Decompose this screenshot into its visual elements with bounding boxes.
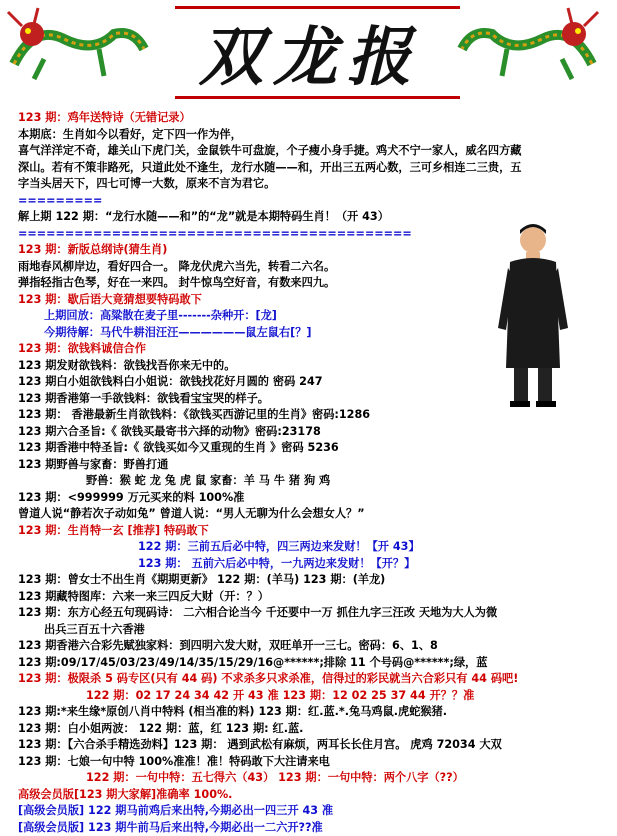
text-line: 123 期香港第一手欲钱料：欲钱看宝宝哭的样子。 [18,391,608,408]
text-line: 123 期：七娘一句中特 100%准准！准！特码敢下大注请来电 [18,754,608,771]
text-line: 123 期：东方心经五句现码诗： 二六相合论当今 千还要中一万 抓住九字三汪改 天地为大人为微 [18,605,608,622]
text-line: 123 期：白小姐两波： 122 期：蓝，红 123 期: 红.蓝. [18,721,608,738]
text-line: 今期待解：马代牛耕泪汪汪——————鼠左鼠右[？] [18,325,608,342]
text-line: 弹指轻指古色琴，好在一来四。 封牛惊鸟空好音，有数来四九。 [18,275,608,292]
text-line: 123 期：【六合杀手精选劲料】123 期： 遇到武松有麻烦，两耳长长住月宫。 虎鸡 72034 大双 [18,737,608,754]
text-line: ========= [18,193,608,210]
text-line: 123 期：曾女士不出生肖《期期更新》 122 期：(羊马) 123 期：(羊龙) [18,572,608,589]
text-line: 123 期六合圣旨:《 欲钱买最寄书六择的动物》密码:23178 [18,424,608,441]
text-line: [高级会员版] 123 期牛前马后来出特,今期必出一二六开??准 [18,820,608,836]
text-line: 曾道人说“静若次子动如兔” 曾道人说：“男人无聊为什么会想女人？” [18,506,608,523]
text-line: 123 期:09/17/45/03/23/49/14/35/15/29/16@******;排除 11 个号码@******;绿，蓝 [18,655,608,672]
text-line: 深山。若有不策非路死，只道此处不逢生，龙行水随——和，开出三五两心数，三可乡相连二三贵，五 [18,160,608,177]
text-line: ========================================== [18,226,608,243]
text-line: 122 期：一句中特：五七得六（43） 123 期：一句中特：两个八字（??） [18,770,608,787]
text-line: [高级会员版] 122 期马前鸡后来出特,今期必出一四三开 43 准 [18,803,608,820]
text-line: 123 期发财欲钱料：欲钱找吾你来无中的。 [18,358,608,375]
dragon-left-icon [4,4,154,90]
text-line: 解上期 122 期：“龙行水随——和”的“龙”就是本期特码生肖！（开 43） [18,209,608,226]
text-line: 123 期：<999999 万元买来的料 100%准 [18,490,608,507]
text-line: 122 期：02 17 24 34 42 开 43 准 123 期：12 02 25 37 44 开？？准 [18,688,608,705]
text-line: 123 期香港中特圣旨:《 欲钱买如今又重现的生肖 》密码 5236 [18,440,608,457]
text-line: 122 期：三前五后必中特，四三两边来发财！【开 43】 [18,539,608,556]
text-line: 123 期白小姐欲钱料白小姐说：欲钱找花好月圆的 密码 247 [18,374,608,391]
text-line: 123 期：生肖特一玄 [推荐] 特码敢下 [18,523,608,540]
dragon-right-icon [452,4,602,90]
header [0,0,617,110]
text-line: 123 期：鸡年送特诗（无错记录） [18,110,608,127]
text-line: 字当头居天下，四七可博一大数，原来不言为君它。 [18,176,608,193]
text-line: 123 期：极限杀 5 码专区(只有 44 码) 不求杀多只求杀准，信得过的彩民就当六合彩只有 44 码吧! [18,671,608,688]
title-stripe-top [175,6,460,9]
text-line: 123 期香港六合彩先赋独家料：到四明六发大财，双旺单开一三七。密码：6、1、8 [18,638,608,655]
text-line: 喜气洋洋定不奇，雄关山下虎门关，金鼠铁牛可盘旋，个子瘦小身手捷。鸡犬不宁一家人，威名四方藏 [18,143,608,160]
text-line: 123 期野兽与家畜：野兽打通 [18,457,608,474]
text-line: 123 期藏特图库：六来一来三四反大财（开：？） [18,589,608,606]
text-line: 高级会员版[123 期大家解]准确率 100%. [18,787,608,804]
text-line: 出兵三百五十六香港 [18,622,608,639]
text-line: 123 期:*来生缘*原创八肖中特料 (相当准的料) 123 期：红.蓝.*.兔马鸡鼠.虎蛇猴猪. [18,704,608,721]
text-line: 123 期：歇后语大竟猜想要特码敢下 [18,292,608,309]
text-line: 雨地春风柳岸边，看好四合一。 降龙伏虎六当先，转看二六名。 [18,259,608,276]
page-title: 双龙报 [165,18,455,98]
text-line: 野兽：猴 蛇 龙 兔 虎 鼠 家畜：羊 马 牛 猪 狗 鸡 [18,473,608,490]
text-line: 123 期：欲钱料诚信合作 [18,341,608,358]
text-line: 上期回放：高粱散在麦子里-------杂种开：[龙] [18,308,608,325]
text-line: 123 期： 五前六后必中特，一九两边来发财！【开？】 [18,556,608,573]
text-line: 123 期： 香港最新生肖欲钱料：《欲钱买西游记里的生肖》密码:1286 [18,407,608,424]
text-line: 123 期：新版总纲诗(猜生肖) [18,242,608,259]
text-line: 本期底：生肖如今以看好，定下四一作为伴， [18,127,608,144]
article-body [18,110,608,836]
